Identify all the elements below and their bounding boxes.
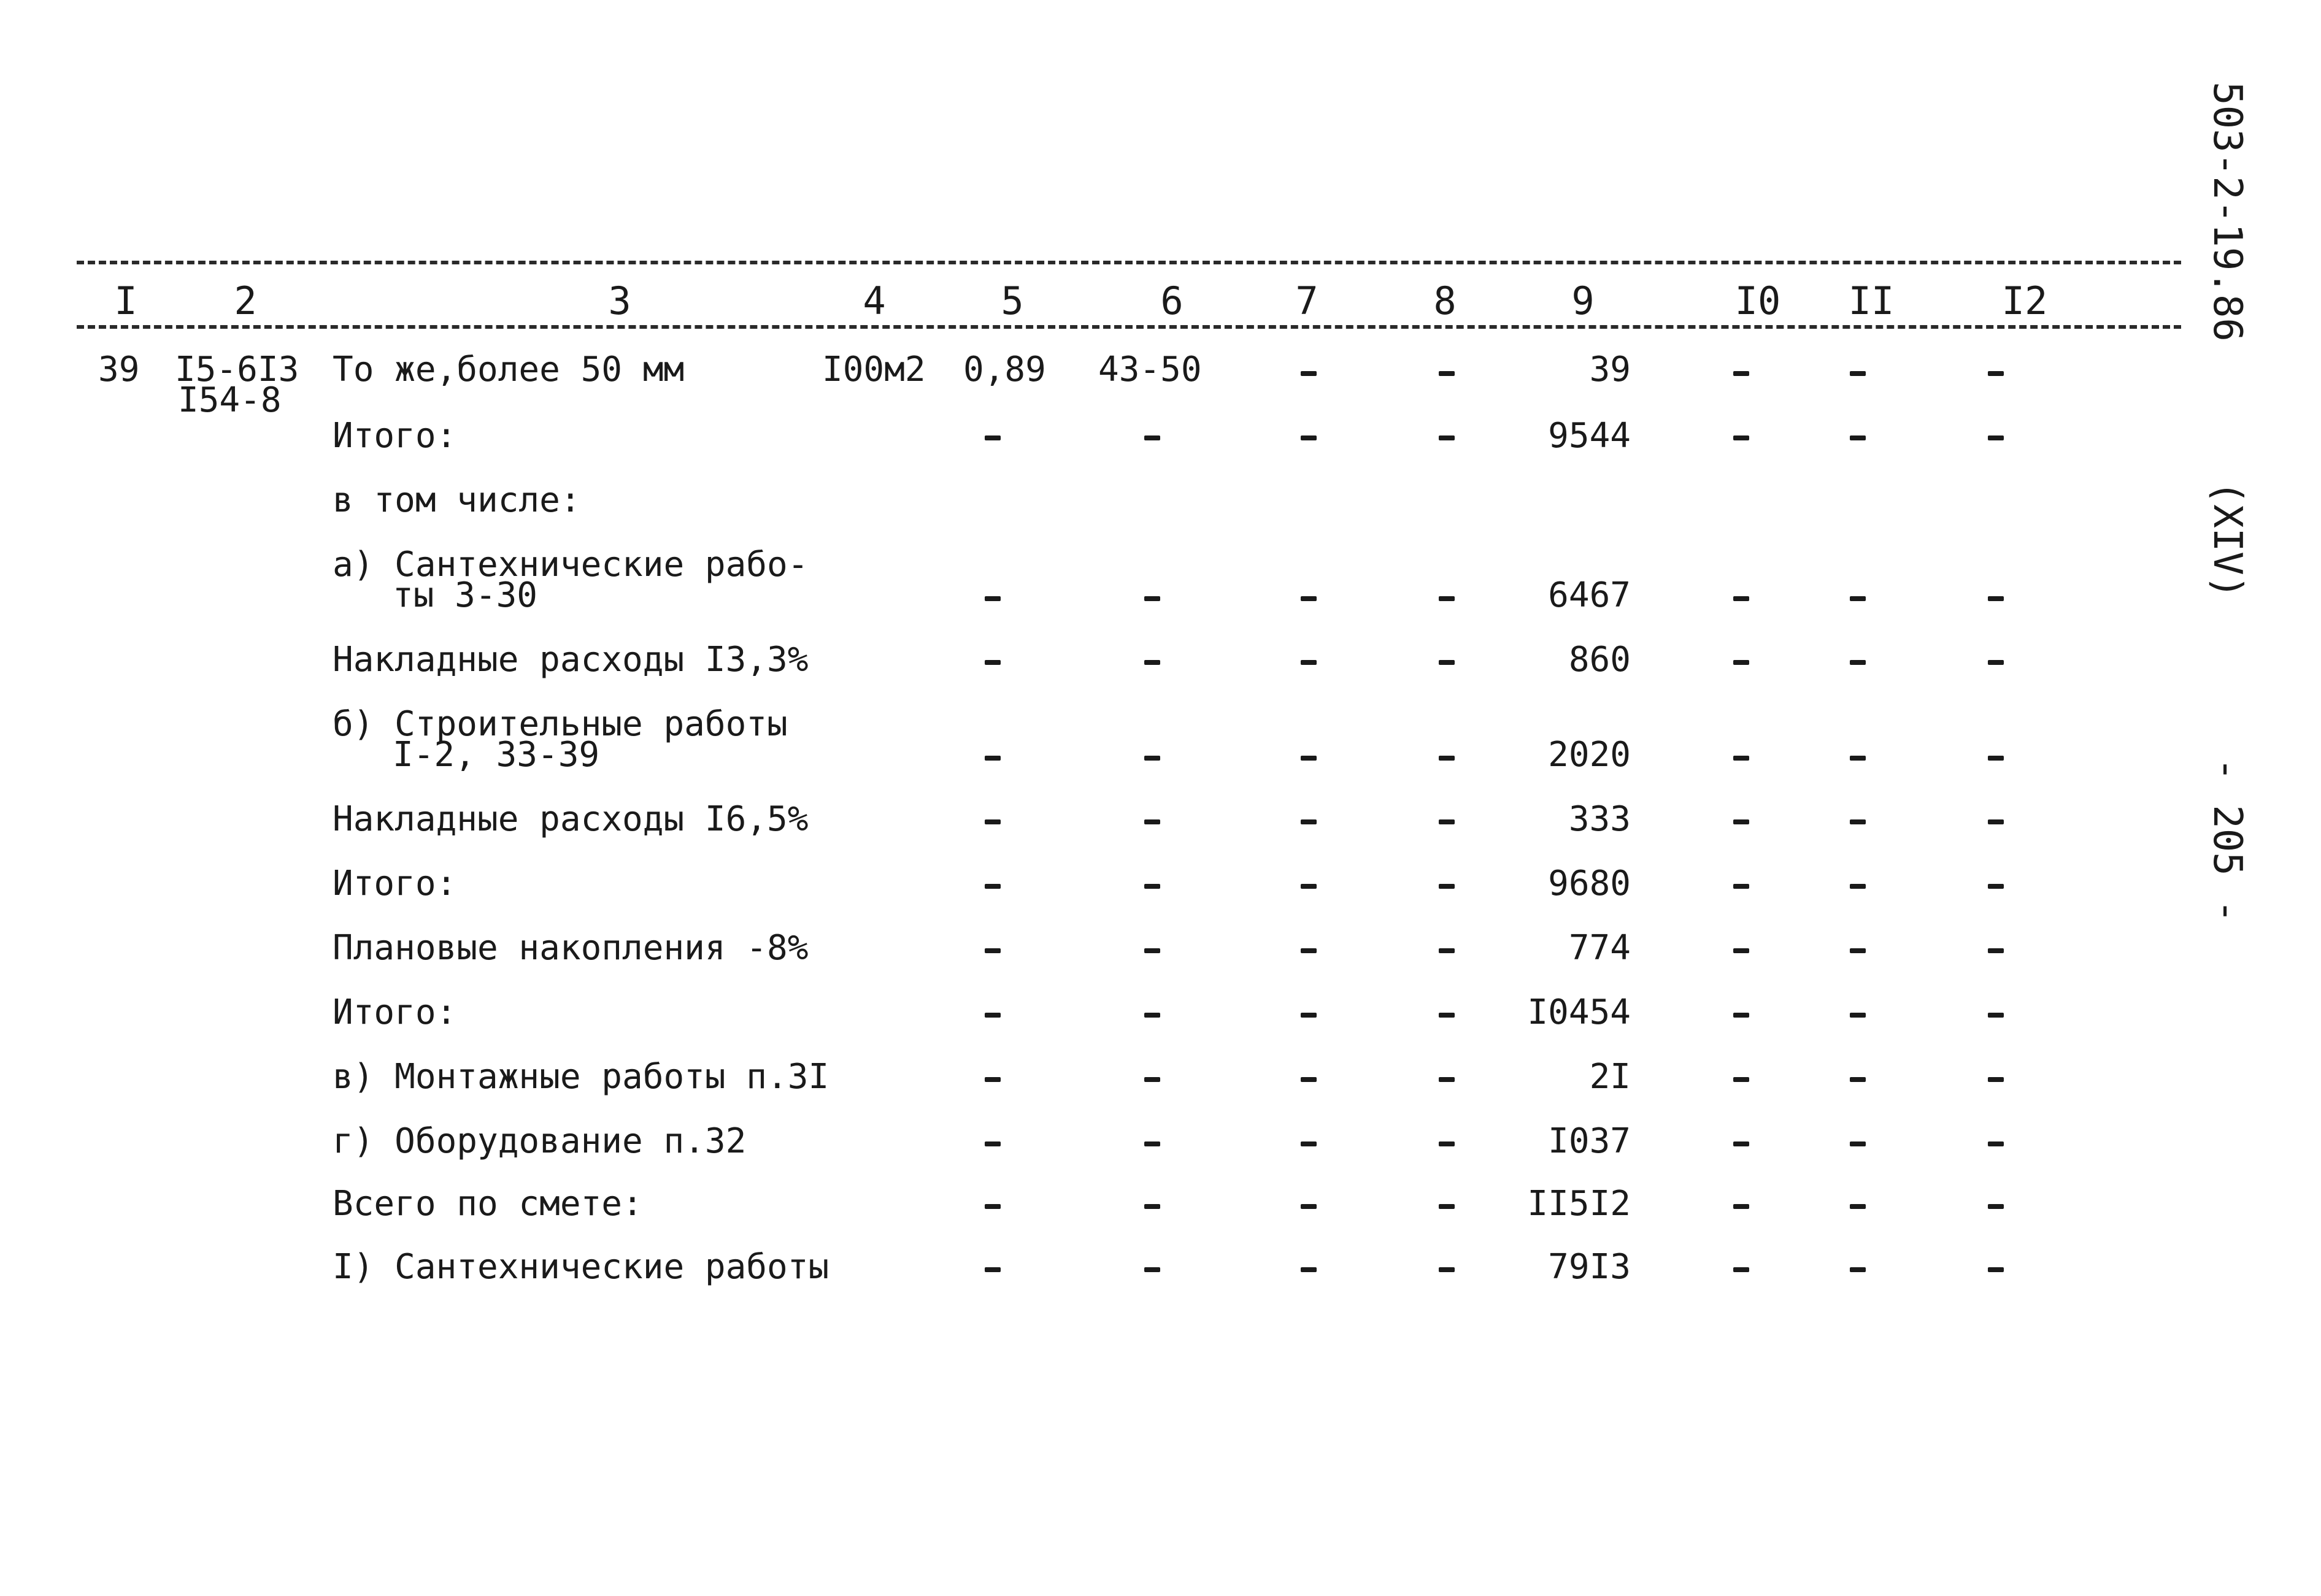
- empty-dash: [1733, 1141, 1749, 1146]
- col-header-10: I0: [1734, 278, 1781, 323]
- empty-dash: [1988, 948, 2004, 953]
- empty-dash: [1733, 1204, 1749, 1209]
- row-description: в том числе:: [333, 480, 581, 520]
- empty-dash: [1439, 948, 1455, 953]
- row-description-continued: ты 3-30: [393, 575, 538, 615]
- empty-dash: [985, 1013, 1001, 1018]
- empty-dash: [1144, 1267, 1160, 1272]
- header-rule-top: [77, 261, 2181, 264]
- empty-dash: [1733, 884, 1749, 889]
- empty-dash: [1850, 1141, 1866, 1146]
- empty-dash: [1439, 819, 1455, 824]
- empty-dash: [1439, 596, 1455, 601]
- empty-dash: [1439, 1141, 1455, 1146]
- empty-dash: [1144, 596, 1160, 601]
- empty-dash: [985, 660, 1001, 665]
- empty-dash: [985, 948, 1001, 953]
- empty-dash: [985, 1204, 1001, 1209]
- row-description: Итого:: [333, 864, 457, 904]
- header-rule-bottom: [77, 325, 2181, 329]
- empty-dash: [1301, 1013, 1317, 1018]
- empty-dash: [1733, 435, 1749, 440]
- empty-dash: [1144, 660, 1160, 665]
- row-sum: I037: [1548, 1121, 1631, 1161]
- row-quantity: 0,89: [963, 350, 1046, 389]
- empty-dash: [1733, 819, 1749, 824]
- col-header-9: 9: [1571, 278, 1595, 323]
- empty-dash: [1439, 756, 1455, 761]
- empty-dash: [1988, 371, 2004, 376]
- empty-dash: [1850, 660, 1866, 665]
- empty-dash: [1439, 1077, 1455, 1082]
- row-description: в) Монтажные работы п.3I: [333, 1057, 829, 1097]
- row-description: Всего по смете:: [333, 1184, 643, 1224]
- empty-dash: [1144, 948, 1160, 953]
- col-header-8: 8: [1433, 278, 1457, 323]
- empty-dash: [1301, 819, 1317, 824]
- empty-dash: [1850, 371, 1866, 376]
- row-price: 43-50: [1098, 350, 1202, 389]
- empty-dash: [1988, 1077, 2004, 1082]
- empty-dash: [1144, 1013, 1160, 1018]
- empty-dash: [1733, 596, 1749, 601]
- row-sum: 2020: [1548, 735, 1631, 775]
- empty-dash: [1301, 1267, 1317, 1272]
- empty-dash: [1988, 884, 2004, 889]
- empty-dash: [1439, 884, 1455, 889]
- col-header-12: I2: [2001, 278, 2048, 323]
- row-description: Накладные расходы I3,3%: [333, 640, 809, 680]
- empty-dash: [1301, 1077, 1317, 1082]
- row-sum: 333: [1568, 799, 1631, 839]
- empty-dash: [1301, 756, 1317, 761]
- row-description: Накладные расходы I6,5%: [333, 799, 809, 839]
- empty-dash: [1301, 435, 1317, 440]
- col-header-4: 4: [863, 278, 886, 323]
- empty-dash: [985, 1141, 1001, 1146]
- empty-dash: [1850, 435, 1866, 440]
- row-code-1: I5-6I3: [175, 350, 299, 389]
- empty-dash: [1144, 884, 1160, 889]
- row-description: Итого:: [333, 416, 457, 456]
- empty-dash: [1301, 948, 1317, 953]
- section-roman-numeral: (XIV): [2204, 480, 2250, 599]
- row-sum: 774: [1568, 928, 1631, 968]
- empty-dash: [1988, 1141, 2004, 1146]
- row-sum: 79I3: [1548, 1247, 1631, 1287]
- empty-dash: [1988, 1267, 2004, 1272]
- row-description: Плановые накопления -8%: [333, 928, 809, 968]
- col-header-5: 5: [1001, 278, 1024, 323]
- row-description: б) Строительные работы: [333, 704, 788, 744]
- empty-dash: [985, 756, 1001, 761]
- empty-dash: [1439, 660, 1455, 665]
- empty-dash: [1144, 435, 1160, 440]
- empty-dash: [1144, 1141, 1160, 1146]
- row-sum: 9544: [1548, 416, 1631, 456]
- empty-dash: [1850, 1267, 1866, 1272]
- col-header-7: 7: [1295, 278, 1318, 323]
- empty-dash: [1988, 660, 2004, 665]
- empty-dash: [1988, 819, 2004, 824]
- col-header-11: II: [1848, 278, 1895, 323]
- empty-dash: [1733, 948, 1749, 953]
- row-description: Итого:: [333, 992, 457, 1032]
- page-number: - 205 -: [2204, 758, 2250, 923]
- empty-dash: [1301, 884, 1317, 889]
- row-unit: I00м2: [822, 350, 926, 389]
- row-sum: 2I: [1589, 1057, 1631, 1097]
- empty-dash: [1850, 596, 1866, 601]
- empty-dash: [1988, 1204, 2004, 1209]
- empty-dash: [1733, 1267, 1749, 1272]
- empty-dash: [1733, 1013, 1749, 1018]
- empty-dash: [1988, 756, 2004, 761]
- empty-dash: [1144, 756, 1160, 761]
- col-header-2: 2: [234, 278, 257, 323]
- row-description: г) Оборудование п.32: [333, 1121, 747, 1161]
- empty-dash: [1733, 756, 1749, 761]
- empty-dash: [985, 1077, 1001, 1082]
- row-description: I) Сантехнические работы: [333, 1247, 829, 1287]
- empty-dash: [1144, 1077, 1160, 1082]
- empty-dash: [985, 596, 1001, 601]
- empty-dash: [985, 884, 1001, 889]
- empty-dash: [985, 1267, 1001, 1272]
- empty-dash: [1301, 660, 1317, 665]
- row-sum: II5I2: [1527, 1184, 1631, 1224]
- row-sum: 860: [1568, 640, 1631, 680]
- empty-dash: [1301, 1204, 1317, 1209]
- empty-dash: [1144, 1204, 1160, 1209]
- empty-dash: [985, 819, 1001, 824]
- empty-dash: [1144, 819, 1160, 824]
- empty-dash: [1439, 371, 1455, 376]
- col-header-1: I: [114, 278, 137, 323]
- empty-dash: [1439, 1204, 1455, 1209]
- empty-dash: [1850, 756, 1866, 761]
- empty-dash: [1850, 819, 1866, 824]
- row-sum: I0454: [1527, 992, 1631, 1032]
- empty-dash: [1733, 1077, 1749, 1082]
- row-description: То же,более 50 мм: [333, 350, 685, 389]
- empty-dash: [1850, 1204, 1866, 1209]
- empty-dash: [1733, 371, 1749, 376]
- empty-dash: [1301, 596, 1317, 601]
- document-code: 503-2-19.86: [2204, 82, 2250, 342]
- empty-dash: [1733, 660, 1749, 665]
- col-header-6: 6: [1160, 278, 1184, 323]
- empty-dash: [1301, 371, 1317, 376]
- empty-dash: [1850, 1013, 1866, 1018]
- empty-dash: [1439, 435, 1455, 440]
- empty-dash: [1850, 884, 1866, 889]
- empty-dash: [1988, 1013, 2004, 1018]
- row-number: 39: [98, 350, 140, 389]
- row-sum: 6467: [1548, 575, 1631, 615]
- row-sum: 39: [1589, 350, 1631, 389]
- empty-dash: [1439, 1013, 1455, 1018]
- empty-dash: [1850, 1077, 1866, 1082]
- row-description-continued: I-2, 33-39: [393, 735, 600, 775]
- col-header-3: 3: [608, 278, 631, 323]
- row-description: а) Сантехнические рабо-: [333, 545, 809, 585]
- empty-dash: [1988, 596, 2004, 601]
- row-code-2: I54-8: [178, 380, 282, 420]
- row-sum: 9680: [1548, 864, 1631, 904]
- empty-dash: [985, 435, 1001, 440]
- empty-dash: [1988, 435, 2004, 440]
- empty-dash: [1850, 948, 1866, 953]
- empty-dash: [1439, 1267, 1455, 1272]
- empty-dash: [1301, 1141, 1317, 1146]
